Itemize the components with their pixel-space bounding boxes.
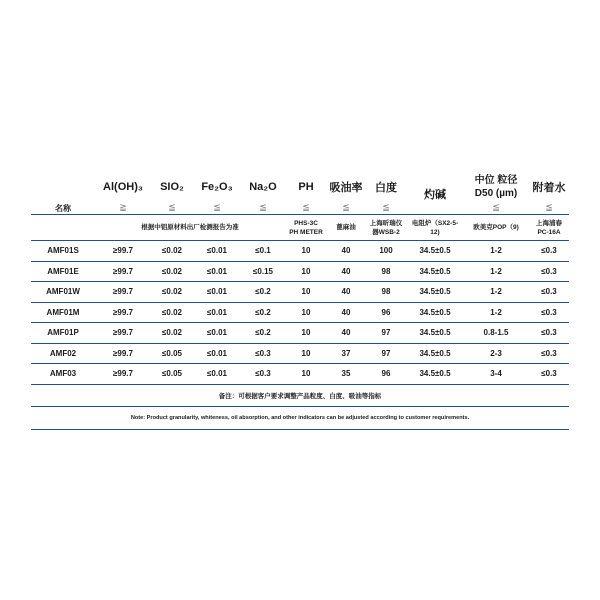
cell: 37 <box>327 343 365 364</box>
col-header-ph: PH <box>298 181 314 193</box>
product-id: AMF02 <box>31 343 95 364</box>
cell: ≥99.7 <box>95 323 151 344</box>
cell: 3-4 <box>463 364 529 385</box>
cell: ≤0.02 <box>151 323 193 344</box>
cell: ≤0.3 <box>529 282 569 303</box>
col-header-d50 <box>463 174 529 200</box>
col-header-sio2: SIO₂ <box>160 181 184 193</box>
spec-table-container <box>31 174 569 430</box>
cell: 96 <box>365 302 407 323</box>
cell: 98 <box>365 282 407 303</box>
arrow-aloh3: ≧ <box>119 202 127 212</box>
cell: ≤0.1 <box>241 241 285 262</box>
cell: ≤0.2 <box>241 302 285 323</box>
cell: 96 <box>365 364 407 385</box>
col-header-oil-absorption: 吸油率 <box>329 182 363 194</box>
cell: 1-2 <box>463 302 529 323</box>
cell: 97 <box>365 323 407 344</box>
cell: 1-2 <box>463 261 529 282</box>
cell: ≤0.3 <box>529 241 569 262</box>
cell: ≤0.3 <box>529 364 569 385</box>
product-id: AMF01M <box>31 302 95 323</box>
cell: 34.5±0.5 <box>407 302 463 323</box>
arrow-fe2o3: ≦ <box>213 202 221 212</box>
col-header-aloh3: Al(OH)₃ <box>103 181 143 193</box>
header-arrow-row <box>31 200 569 215</box>
cell: 34.5±0.5 <box>407 282 463 303</box>
cell: ≤0.3 <box>529 302 569 323</box>
cell: 10 <box>285 302 327 323</box>
cell: 35 <box>327 364 365 385</box>
cell: 34.5±0.5 <box>407 343 463 364</box>
cell: 34.5±0.5 <box>407 364 463 385</box>
cell: 1-2 <box>463 241 529 262</box>
arrow-sio2: ≦ <box>168 202 176 212</box>
cell: ≤0.02 <box>151 241 193 262</box>
cell: 0.8-1.5 <box>463 323 529 344</box>
col-header-d50-line2: D50 (µm) <box>474 188 518 199</box>
cell: ≤0.01 <box>193 343 241 364</box>
table-row <box>31 323 569 344</box>
cell: ≤0.01 <box>193 261 241 282</box>
method-particle: 欧美克POP（9) <box>463 215 529 241</box>
cell: ≤0.01 <box>193 282 241 303</box>
cell: ≤0.2 <box>241 282 285 303</box>
method-moisture <box>529 215 569 241</box>
col-header-d50-line1: 中位 粒径 <box>474 175 518 186</box>
cell: ≤0.02 <box>151 302 193 323</box>
arrow-d50: ≦ <box>492 202 500 212</box>
cell: ≤0.02 <box>151 261 193 282</box>
method-empty <box>31 215 95 241</box>
arrow-na2o: ≦ <box>259 202 267 212</box>
cell: ≤0.01 <box>193 323 241 344</box>
product-id: AMF01S <box>31 241 95 262</box>
arrow-moisture: ≦ <box>545 202 553 212</box>
cell: 34.5±0.5 <box>407 261 463 282</box>
table-row <box>31 261 569 282</box>
method-whiteness-line1: 上海昕瑞仪 <box>369 219 403 227</box>
arrow-whiteness: ≦ <box>382 202 390 212</box>
cell: ≥99.7 <box>95 261 151 282</box>
note-en-row <box>31 406 569 429</box>
cell: 10 <box>285 343 327 364</box>
table-row <box>31 282 569 303</box>
method-moisture-line2: PC-16A <box>537 228 561 236</box>
cell: ≥99.7 <box>95 282 151 303</box>
cell: ≤0.3 <box>529 343 569 364</box>
method-whiteness-line2: 器WSB-2 <box>372 228 400 236</box>
cell: ≤0.05 <box>151 343 193 364</box>
cell: 98 <box>365 261 407 282</box>
method-ph <box>285 215 327 241</box>
col-header-name: 名称 <box>55 204 71 213</box>
cell: 40 <box>327 282 365 303</box>
table-row <box>31 343 569 364</box>
arrow-oil: ≦ <box>342 202 350 212</box>
method-row <box>31 215 569 241</box>
cell: 10 <box>285 364 327 385</box>
spec-table <box>31 174 569 430</box>
cell: 100 <box>365 241 407 262</box>
table-row <box>31 302 569 323</box>
cell: ≥99.7 <box>95 343 151 364</box>
arrow-ph: ≦ <box>302 202 310 212</box>
cell: 34.5±0.5 <box>407 241 463 262</box>
method-whiteness <box>365 215 407 241</box>
cell: 40 <box>327 302 365 323</box>
cell: 10 <box>285 241 327 262</box>
cell: 2-3 <box>463 343 529 364</box>
method-ph-line1: PHS-3C <box>294 219 318 227</box>
cell: 34.5±0.5 <box>407 323 463 344</box>
method-ignition <box>407 215 463 241</box>
product-id: AMF01W <box>31 282 95 303</box>
cell: 1-2 <box>463 282 529 303</box>
note-cn-row <box>31 384 569 406</box>
header-row <box>31 174 569 200</box>
method-ignition-line2: 12) <box>430 228 440 236</box>
col-header-fe2o3: Fe₂O₃ <box>201 181 233 193</box>
cell: ≤0.01 <box>193 364 241 385</box>
cell: ≤0.01 <box>193 241 241 262</box>
col-header-ignition-loss: 灼碱 <box>424 189 446 201</box>
cell: ≤0.3 <box>529 261 569 282</box>
cell: ≥99.7 <box>95 241 151 262</box>
note-en: Note: Product granularity, whiteness, oil absorption, and other indicators can be adjusted according to customer requirements. <box>31 406 569 429</box>
cell: ≥99.7 <box>95 302 151 323</box>
cell: ≥99.7 <box>95 364 151 385</box>
method-moisture-line1: 上海浦春 <box>536 219 562 227</box>
cell: ≤0.3 <box>241 343 285 364</box>
table-row <box>31 241 569 262</box>
note-cn: 备注：可根据客户要求调整产品粒度、白度、吸油等指标 <box>31 384 569 406</box>
cell: 97 <box>365 343 407 364</box>
method-oil: 蓖麻油 <box>327 215 365 241</box>
method-chemical: 根据中铝原材料出厂检测报告为准 <box>95 215 285 241</box>
cell: ≤0.3 <box>241 364 285 385</box>
cell: 40 <box>327 261 365 282</box>
cell: ≤0.02 <box>151 282 193 303</box>
table-row <box>31 364 569 385</box>
col-header-moisture: 附着水 <box>532 182 566 194</box>
cell: 40 <box>327 323 365 344</box>
cell: ≤0.2 <box>241 323 285 344</box>
col-header-na2o: Na₂O <box>249 181 277 193</box>
cell: 40 <box>327 241 365 262</box>
cell: 10 <box>285 261 327 282</box>
method-ignition-line1: 电阻炉（SX2-5- <box>411 219 459 227</box>
method-ph-line2: PH METER <box>289 228 323 236</box>
cell: ≤0.05 <box>151 364 193 385</box>
cell: ≤0.01 <box>193 302 241 323</box>
cell: 10 <box>285 323 327 344</box>
product-id: AMF01P <box>31 323 95 344</box>
cell: ≤0.3 <box>529 323 569 344</box>
cell: 10 <box>285 282 327 303</box>
product-id: AMF01E <box>31 261 95 282</box>
product-id: AMF03 <box>31 364 95 385</box>
cell: ≤0.15 <box>241 261 285 282</box>
col-header-whiteness: 白度 <box>375 182 397 194</box>
